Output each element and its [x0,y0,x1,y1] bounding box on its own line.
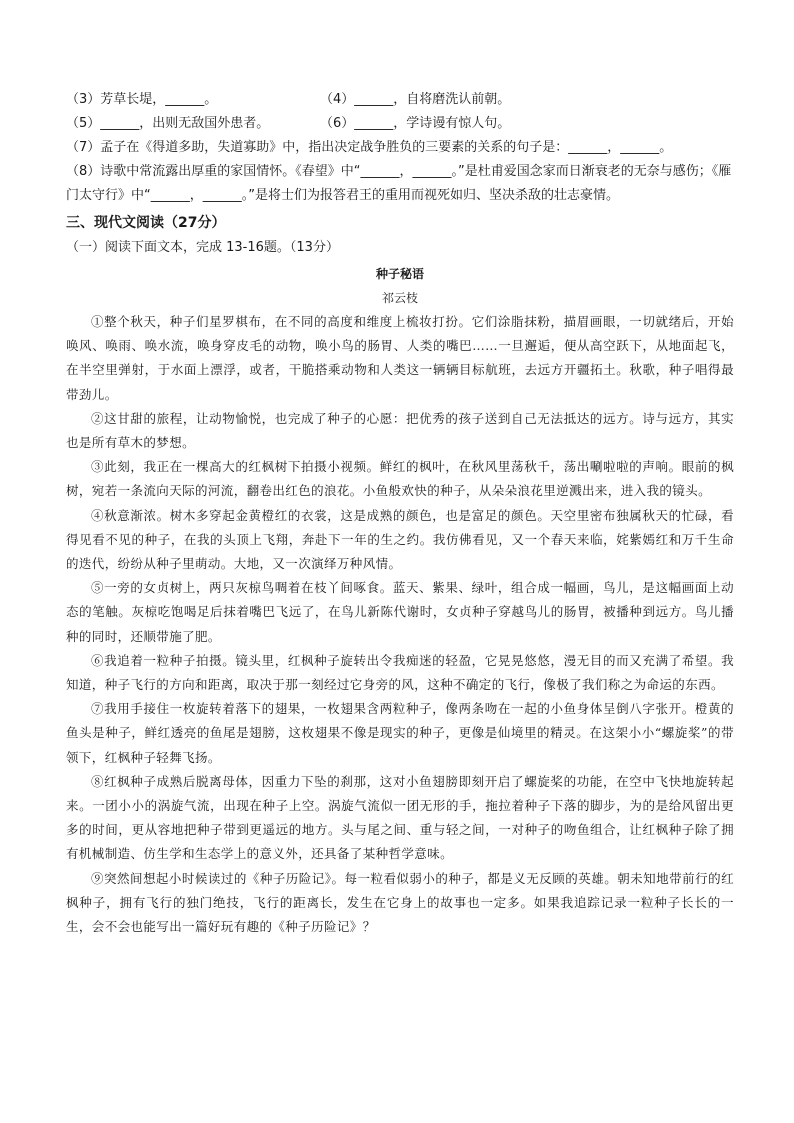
question-4: （4）______，自将磨洗认前朝。 [320,92,511,107]
question-row-3-4 [66,88,734,112]
paragraph-6: ⑥我追着一粒种子拍摄。镜头里，红枫种子旋转出令我痴迷的轻盈，它晃晃悠悠，漫无目的而又充满了希望。我知道，种子飞行的方向和距离，取决于那一刻经过它身旁的风，这种不确定的飞行，像极了我们称之为命运的东西。 [66,652,734,693]
article-author: 祁云枝 [381,291,418,305]
paragraph-3: ③此刻，我正在一棵高大的红枫树下拍摄小视频。鲜红的枫叶，在秋风里荡秋千，荡出唰啦啦的声响。眼前的枫树，宛若一条流向天际的河流，翻卷出红色的浪花。小鱼般欢快的种子，从朵朵浪花里逆溅出来，进入我的镜头。 [66,459,734,499]
question-5: （5）______，出则无敌国外患者。 [66,116,270,131]
paragraph-8: ⑧红枫种子成熟后脱离母体，因重力下坠的刹那，这对小鱼翅膀即刻开启了螺旋桨的功能，在空中飞快地旋转起来。一团小小的涡旋气流，出现在种子上空。涡旋气流似一团无形的手，拖拉着种子下落的脚步，为的是给风留出更多的时间，更从容地把种子带到更遥远的地方。头与尾之间、重与轻之间，一对种子的吻鱼组合，让红枫种子除了拥有机械制造、仿生学和生态学上的意义外，还具备了某种哲学意味。 [66,773,734,862]
paragraph-2: ②这甘甜的旅程，让动物愉悦，也完成了种子的心愿：把优秀的孩子送到自己无法抵达的远方。诗与远方，其实也是所有草木的梦想。 [66,410,734,451]
subsection-instruction: （一）阅读下面文本，完成 13-16题。（13分） [66,240,339,255]
question-6: （6）______，学诗谩有惊人句。 [320,116,511,131]
exam-page [66,88,734,939]
article-title: 种子秘语 [375,267,424,281]
question-7: （7）孟子在《得道多助，失道寡助》中，指出决定战争胜负的三要素的关系的句子是：______，______。 [66,140,673,155]
paragraph-4: ④秋意渐浓。树木多穿起金黄橙红的衣裳，这是成熟的颜色，也是富足的颜色。天空里密布独属秋天的忙碌，看得见看不见的种子，在我的头顶上飞翔，奔赴下一年的生之约。我仿佛看见，又一个春天来临，姹紫嫣红和万千生命的迭代，纷纷从种子里萌动。大地，又一次演绎万种风情。 [66,507,734,572]
paragraph-7: ⑦我用手接住一枚旋转着落下的翅果，一枚翅果含两粒种子，像两条吻在一起的小鱼身体呈倒八字张开。橙黄的鱼头是种子，鲜红透亮的鱼尾是翅膀，这枚翅果不像是现实的种子，更像是仙境里的精灵。在这架小小“螺旋桨”的带领下，红枫种子轻舞飞扬。 [66,701,734,765]
question-8: （8）诗歌中常流露出厚重的家国情怀。《春望》中“______，______。”是杜甫爱国念家而日渐衰老的无奈与感伤；《雁门太守行》中“______，______。”是将士们为报答君王的重用而视死如归、坚决杀敌的壮志豪情。 [66,164,732,203]
paragraph-1: ①整个秋天，种子们星罗棋布，在不同的高度和维度上梳妆打扮。它们涂脂抹粉，描眉画眼，一切就绪后，开始唤风、唤雨、唤水流，唤身穿皮毛的动物，唤小鸟的肠胃、人类的嘴巴……一旦邂逅，便从高空跃下，从地面起飞，在半空里弹射，于水面上漂浮，或者，干脆搭乘动物和人类这一辆辆目标航班，去远方开疆拓土。秋歌，种子唱得最带劲儿。 [66,314,734,402]
paragraph-5: ⑤一旁的女贞树上，两只灰椋鸟啁着在枝丫间啄食。蓝天、紫果、绿叶，组合成一幅画，鸟儿，是这幅画面上动态的笔触。灰椋吃饱喝足后抹着嘴巴飞远了，在鸟儿新陈代谢时，女贞种子穿越鸟儿的肠胃，被播种到远方。鸟儿播种的同时，还顺带施了肥。 [66,580,734,644]
paragraph-9: ⑨突然间想起小时候读过的《种子历险记》。每一粒看似弱小的种子，都是义无反顾的英雄。朝未知地带前行的红枫种子，拥有飞行的独门绝技，飞行的距离长，发生在它身上的故事也一定多。如果我追踪记录一粒种子长长的一生，会不会也能写出一篇好玩有趣的《种子历险记》？ [66,870,734,935]
section-heading: 三、现代文阅读（27分） [66,215,226,231]
question-row-5-6 [66,112,734,136]
question-3: （3）芳草长堤，______。 [66,92,218,107]
